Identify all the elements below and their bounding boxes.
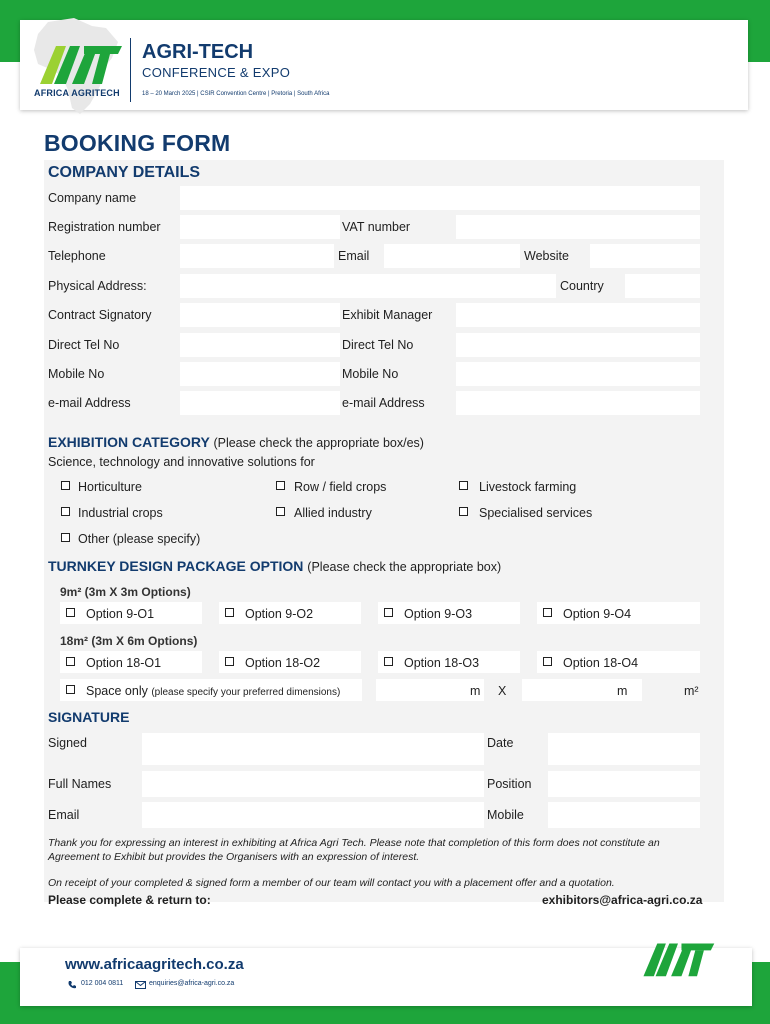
mobile-field[interactable] [180, 362, 340, 386]
space-area-unit: m² [684, 684, 699, 698]
email-field[interactable] [384, 244, 520, 268]
logo-text: AFRICA AGRITECH [34, 88, 120, 98]
website-label: Website [524, 249, 569, 263]
manager-direct-tel-field[interactable] [456, 333, 700, 357]
exhibit-manager-field[interactable] [456, 303, 700, 327]
country-label: Country [560, 279, 604, 293]
vat-number-field[interactable] [456, 215, 700, 239]
position-field[interactable] [548, 771, 700, 797]
signature-email-field[interactable] [142, 802, 484, 828]
signature-mobile-label: Mobile [487, 808, 524, 822]
industrial-crops-label: Industrial crops [78, 506, 163, 520]
livestock-farming-checkbox[interactable] [459, 481, 468, 490]
category-intro: Science, technology and innovative solutions for [48, 455, 315, 469]
option-9-02-label: Option 9-O2 [245, 607, 314, 621]
email-address-field[interactable] [180, 391, 340, 415]
horticulture-checkbox[interactable] [61, 481, 70, 490]
option-18-01-checkbox[interactable] [66, 657, 75, 666]
option-9-03-checkbox[interactable] [384, 608, 393, 617]
signed-label: Signed [48, 736, 87, 750]
conference-subtitle: CONFERENCE & EXPO [142, 65, 291, 80]
space-only-note: (please specify your preferred dimensions) [151, 687, 341, 698]
footer-email-link[interactable]: enquiries@africa-agri.co.za [149, 980, 235, 987]
registration-number-field[interactable] [180, 215, 340, 239]
contract-signatory-field[interactable] [180, 303, 340, 327]
option-18-02-checkbox[interactable] [225, 657, 234, 666]
manager-mobile-field[interactable] [456, 362, 700, 386]
space-width-field[interactable] [376, 679, 484, 701]
follow-up-note: On receipt of your completed & signed form a member of our team will contact you with a placement offer and a quotation. [48, 877, 615, 889]
telephone-label: Telephone [48, 249, 106, 263]
option-9-02-checkbox[interactable] [225, 608, 234, 617]
position-label: Position [487, 777, 532, 791]
disclaimer-note: Thank you for expressing an interest in exhibiting at Africa Agri Tech. Please note that completion of this form does not constitute an Agreement to Exhibit but provides the Organisers with an expression of interest. [48, 837, 660, 863]
conference-date: 18 – 20 March 2025 | CSIR Convention Centre | Pretoria | South Africa [142, 91, 330, 97]
space-only-checkbox[interactable] [66, 685, 75, 694]
return-email-link[interactable]: exhibitors@africa-agri.co.za [542, 893, 703, 907]
allied-industry-checkbox[interactable] [276, 507, 285, 516]
mobile-label: Mobile No [48, 367, 105, 381]
phone-icon [67, 980, 77, 990]
registration-number-label: Registration number [48, 220, 161, 234]
manager-email-address-field[interactable] [456, 391, 700, 415]
footer-banner [20, 948, 752, 1006]
direct-tel-field[interactable] [180, 333, 340, 357]
date-field[interactable] [548, 733, 700, 765]
exhibition-category-title: EXHIBITION CATEGORY [48, 434, 210, 450]
exhibit-manager-label: Exhibit Manager [342, 308, 433, 322]
mail-icon [135, 981, 146, 989]
vat-number-label: VAT number [342, 220, 411, 234]
space-only-option [86, 684, 340, 698]
option-9-03-label: Option 9-O3 [404, 607, 473, 621]
option-18-03-checkbox[interactable] [384, 657, 393, 666]
email-address-label: e-mail Address [48, 396, 131, 410]
company-name-label: Company name [48, 191, 137, 205]
country-field[interactable] [625, 274, 700, 298]
manager-email-address-label: e-mail Address [342, 396, 425, 410]
space-only-label: Space only [86, 684, 148, 698]
option-9-01-checkbox[interactable] [66, 608, 75, 617]
telephone-field[interactable] [180, 244, 334, 268]
other-label: Other (please specify) [78, 532, 201, 546]
signature-email-label: Email [48, 808, 80, 822]
option-18-03-label: Option 18-O3 [404, 656, 480, 670]
physical-address-field[interactable] [180, 274, 556, 298]
turnkey-title: TURNKEY DESIGN PACKAGE OPTION [48, 558, 304, 574]
africa-agritech-logo-icon [38, 42, 122, 86]
footer-logo-icon [640, 940, 716, 978]
option-9-01-label: Option 9-O1 [86, 607, 155, 621]
footer-website-link[interactable]: www.africaagritech.co.za [65, 956, 244, 973]
exhibition-category-heading [48, 434, 424, 450]
turnkey-heading [48, 558, 501, 574]
other-checkbox[interactable] [61, 533, 70, 542]
return-label: Please complete & return to: [48, 893, 211, 907]
option-9-04-checkbox[interactable] [543, 608, 552, 617]
contract-signatory-label: Contract Signatory [48, 308, 152, 322]
allied-industry-label: Allied industry [294, 506, 372, 520]
conference-title: AGRI-TECH [142, 41, 254, 63]
website-field[interactable] [590, 244, 700, 268]
header-divider [130, 38, 131, 102]
option-18-01-label: Option 18-O1 [86, 656, 162, 670]
manager-direct-tel-label: Direct Tel No [342, 338, 414, 352]
group-18-heading: 18m² (3m X 6m Options) [60, 634, 198, 648]
manager-mobile-label: Mobile No [342, 367, 399, 381]
exhibition-category-instruction: (Please check the appropriate box/es) [213, 436, 424, 450]
space-width-unit: m [470, 684, 481, 698]
date-label: Date [487, 736, 514, 750]
physical-address-label: Physical Address: [48, 279, 147, 293]
dimension-times: X [498, 684, 507, 698]
full-names-label: Full Names [48, 777, 112, 791]
option-18-02-label: Option 18-O2 [245, 656, 321, 670]
option-18-04-label: Option 18-O4 [563, 656, 639, 670]
specialised-services-label: Specialised services [479, 506, 593, 520]
space-length-unit: m [617, 684, 628, 698]
footer-phone: 012 004 0811 [81, 980, 124, 987]
full-names-field[interactable] [142, 771, 484, 797]
row-field-crops-label: Row / field crops [294, 480, 387, 494]
group-9-heading: 9m² (3m X 3m Options) [60, 585, 191, 599]
row-field-crops-checkbox[interactable] [276, 481, 285, 490]
direct-tel-label: Direct Tel No [48, 338, 120, 352]
option-18-04-checkbox[interactable] [543, 657, 552, 666]
company-details-heading: COMPANY DETAILS [48, 164, 201, 181]
signature-mobile-field[interactable] [548, 802, 700, 828]
page-title: BOOKING FORM [44, 130, 231, 156]
header-banner [20, 20, 748, 110]
livestock-farming-label: Livestock farming [479, 480, 577, 494]
industrial-crops-checkbox[interactable] [61, 507, 70, 516]
email-label: Email [338, 249, 370, 263]
horticulture-label: Horticulture [78, 480, 142, 494]
signed-field[interactable] [142, 733, 484, 765]
option-9-04-label: Option 9-O4 [563, 607, 632, 621]
signature-heading: SIGNATURE [48, 709, 130, 725]
company-name-field[interactable] [180, 186, 700, 210]
turnkey-instruction: (Please check the appropriate box) [307, 560, 502, 574]
specialised-services-checkbox[interactable] [459, 507, 468, 516]
